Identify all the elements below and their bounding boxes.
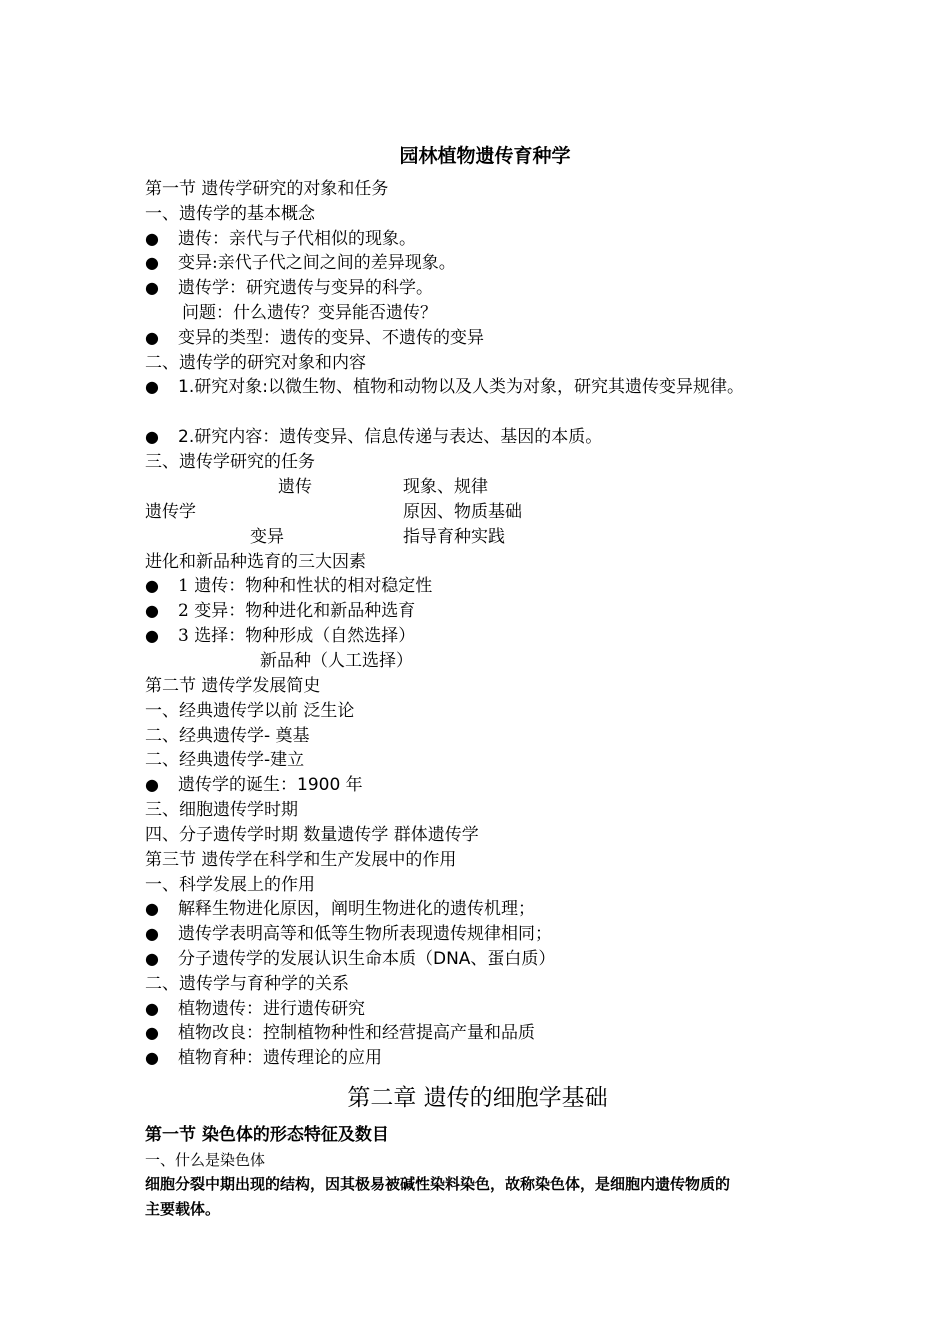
list-item: ● 变异的类型：遗传的变异、不遗传的变异 [145, 328, 484, 348]
subsection-heading: 一、科学发展上的作用 [145, 875, 315, 895]
list-item: ● 2.研究内容：遗传变异、信息传递与表达、基因的本质。 [145, 427, 603, 447]
list-item: ● 遗传学表明高等和低等生物所表现遗传规律相同； [145, 924, 552, 944]
subsection-heading: 三、遗传学研究的任务 [145, 452, 315, 472]
list-item: ● 变异:亲代子代之间之间的差异现象。 [145, 253, 456, 273]
list-item: ● 2 变异：物种进化和新品种选育 [145, 601, 416, 621]
bullet-icon: ● [145, 775, 159, 794]
list-item: ● 3 选择：物种形成（自然选择） [145, 626, 416, 646]
bullet-icon: ● [145, 278, 159, 297]
history-line: 二、经典遗传学- 奠基 [145, 726, 310, 746]
list-item: ● 1.研究对象:以微生物、植物和动物以及人类为对象，研究其遗传变异规律。 [145, 377, 744, 397]
definition-line: 主要载体。 [145, 1200, 221, 1218]
list-item: ● 遗传学的诞生：1900 年 [145, 775, 363, 795]
bullet-icon: ● [145, 626, 159, 645]
subsection-heading: 一、什么是染色体 [145, 1151, 266, 1169]
list-item: ● 1 遗传：物种和性状的相对稳定性 [145, 576, 433, 596]
bullet-icon: ● [145, 576, 159, 595]
bullet-icon: ● [145, 229, 159, 248]
list-item: ● 遗传学：研究遗传与变异的科学。 [145, 278, 433, 298]
list-item: ● 植物遗传：进行遗传研究 [145, 999, 365, 1019]
history-line: 一、经典遗传学以前 泛生论 [145, 701, 355, 721]
history-line: 二、经典遗传学-建立 [145, 750, 305, 770]
factor-continuation: 新品种（人工选择） [260, 651, 413, 671]
task-causes: 原因、物质基础 [403, 502, 522, 522]
task-variation: 变异 [250, 527, 284, 547]
document-title: 园林植物遗传育种学 [399, 145, 571, 167]
section-heading: 第二节 遗传学发展简史 [145, 676, 321, 696]
task-genetics: 遗传学 [145, 502, 196, 522]
section-heading: 第三节 遗传学在科学和生产发展中的作用 [145, 850, 457, 870]
bullet-icon: ● [145, 1023, 159, 1042]
factors-heading: 进化和新品种选育的三大因素 [145, 552, 366, 572]
task-phenomena: 现象、规律 [403, 477, 488, 497]
bullet-icon: ● [145, 427, 159, 446]
bullet-icon: ● [145, 999, 159, 1018]
bullet-icon: ● [145, 924, 159, 943]
list-item: ● 植物育种：遗传理论的应用 [145, 1048, 382, 1068]
bullet-icon: ● [145, 899, 159, 918]
chapter-title: 第二章 遗传的细胞学基础 [347, 1085, 608, 1111]
bullet-icon: ● [145, 601, 159, 620]
question-text: 问题：什么遗传？变异能否遗传？ [182, 303, 437, 323]
bullet-icon: ● [145, 949, 159, 968]
section-heading: 第一节 染色体的形态特征及数目 [145, 1125, 389, 1145]
list-item: ● 遗传：亲代与子代相似的现象。 [145, 229, 416, 249]
subsection-heading: 一、遗传学的基本概念 [145, 204, 315, 224]
task-guide: 指导育种实践 [403, 527, 505, 547]
history-line: 四、分子遗传学时期 数量遗传学 群体遗传学 [145, 825, 479, 845]
subsection-heading: 二、遗传学的研究对象和内容 [145, 353, 366, 373]
bullet-icon: ● [145, 328, 159, 347]
list-item: ● 分子遗传学的发展认识生命本质（DNA、蛋白质） [145, 949, 556, 969]
definition-line: 细胞分裂中期出现的结构，因其极易被碱性染料染色，故称染色体，是细胞内遗传物质的 [145, 1175, 731, 1193]
section-heading: 第一节 遗传学研究的对象和任务 [145, 179, 389, 199]
bullet-icon: ● [145, 253, 159, 272]
bullet-icon: ● [145, 1048, 159, 1067]
history-line: 三、细胞遗传学时期 [145, 800, 298, 820]
subsection-heading: 二、遗传学与育种学的关系 [145, 974, 349, 994]
list-item: ● 解释生物进化原因，阐明生物进化的遗传机理； [145, 899, 535, 919]
list-item: ● 植物改良：控制植物种性和经营提高产量和品质 [145, 1023, 535, 1043]
task-heredity: 遗传 [278, 477, 312, 497]
bullet-icon: ● [145, 377, 159, 396]
